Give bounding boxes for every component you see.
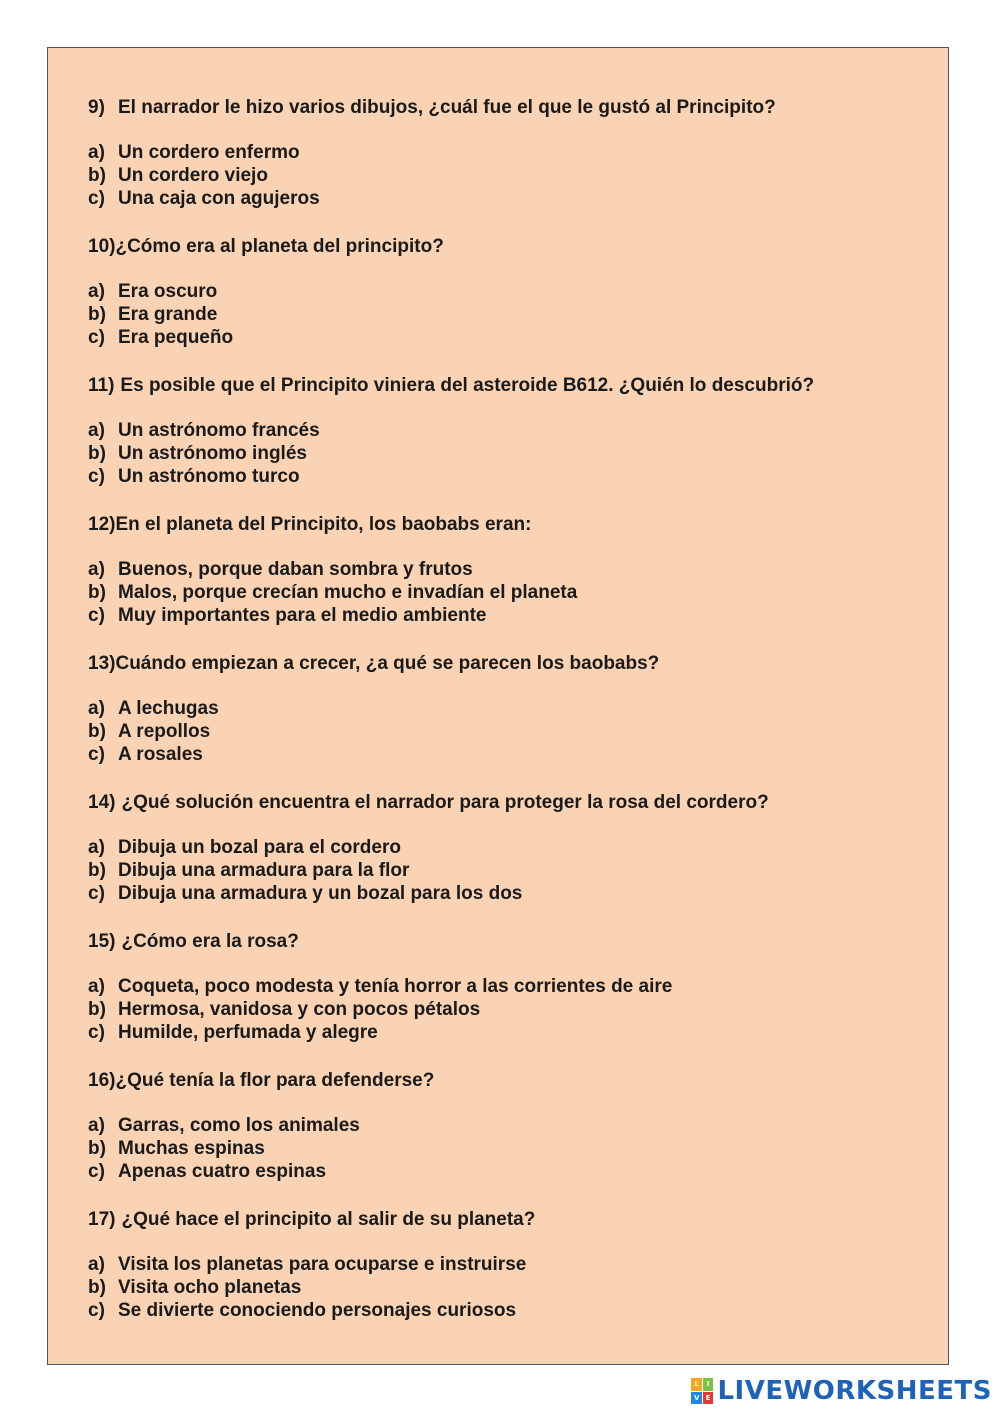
question-number: 12) bbox=[88, 514, 116, 535]
liveworksheets-logo[interactable] bbox=[691, 1377, 992, 1405]
answer-option[interactable] bbox=[88, 1160, 360, 1183]
option-text: Visita los planetas para ocuparse e instruirse bbox=[118, 1254, 527, 1275]
question-prompt bbox=[88, 95, 776, 121]
option-text: Malos, porque crecían mucho e invadían el planeta bbox=[118, 582, 578, 603]
logo-square: E bbox=[703, 1392, 714, 1405]
answer-option[interactable] bbox=[88, 1299, 526, 1322]
option-list bbox=[88, 836, 522, 905]
answer-option[interactable] bbox=[88, 558, 577, 581]
option-text: Hermosa, vanidosa y con pocos pétalos bbox=[118, 999, 481, 1020]
answer-option[interactable] bbox=[88, 720, 219, 743]
option-list bbox=[88, 697, 219, 766]
worksheet-panel bbox=[47, 47, 949, 1365]
question-number: 16) bbox=[88, 1070, 116, 1091]
answer-option[interactable] bbox=[88, 1253, 526, 1276]
question-17 bbox=[88, 1207, 928, 1346]
option-letter: a) bbox=[88, 837, 105, 858]
answer-option[interactable] bbox=[88, 697, 219, 720]
option-text: Apenas cuatro espinas bbox=[118, 1161, 327, 1182]
answer-option[interactable] bbox=[88, 581, 577, 604]
option-text: Dibuja una armadura y un bozal para los dos bbox=[118, 883, 523, 904]
option-text: Coqueta, poco modesta y tenía horror a las corrientes de aire bbox=[118, 976, 673, 997]
option-letter: a) bbox=[88, 1115, 105, 1136]
answer-option[interactable] bbox=[88, 1114, 360, 1137]
answer-option[interactable] bbox=[88, 998, 672, 1021]
option-text: Dibuja una armadura para la flor bbox=[118, 860, 410, 881]
question-prompt bbox=[88, 373, 814, 399]
option-list bbox=[88, 1253, 526, 1322]
option-text: A repollos bbox=[118, 721, 211, 742]
answer-option[interactable] bbox=[88, 465, 320, 488]
option-text: Un astrónomo francés bbox=[118, 420, 320, 441]
option-letter: a) bbox=[88, 976, 105, 997]
answer-option[interactable] bbox=[88, 743, 219, 766]
option-text: Era grande bbox=[118, 304, 218, 325]
option-text: Visita ocho planetas bbox=[118, 1277, 302, 1298]
option-text: Muchas espinas bbox=[118, 1138, 265, 1159]
question-text: Es posible que el Principito viniera del asteroide B612. ¿Quién lo descubrió? bbox=[120, 375, 815, 396]
liveworksheets-logo-icon bbox=[691, 1378, 713, 1404]
question-9 bbox=[88, 95, 928, 234]
question-text: ¿Qué tenía la flor para defenderse? bbox=[115, 1070, 435, 1091]
question-prompt bbox=[88, 929, 299, 955]
option-text: Muy importantes para el medio ambiente bbox=[118, 605, 487, 626]
question-13 bbox=[88, 651, 928, 790]
option-letter: a) bbox=[88, 698, 105, 719]
option-text: Un cordero enfermo bbox=[118, 142, 300, 163]
option-text: Era oscuro bbox=[118, 281, 218, 302]
option-letter: b) bbox=[88, 304, 106, 325]
answer-option[interactable] bbox=[88, 1021, 672, 1044]
answer-option[interactable] bbox=[88, 187, 320, 210]
option-letter: c) bbox=[88, 744, 105, 765]
question-number: 15) bbox=[88, 931, 116, 952]
option-text: Se divierte conociendo personajes curiosos bbox=[118, 1300, 517, 1321]
answer-option[interactable] bbox=[88, 442, 320, 465]
question-number: 11) bbox=[88, 375, 115, 396]
option-letter: b) bbox=[88, 165, 106, 186]
option-letter: c) bbox=[88, 327, 105, 348]
question-text: ¿Cómo era al planeta del principito? bbox=[115, 236, 444, 257]
question-list bbox=[88, 95, 928, 1346]
option-letter: a) bbox=[88, 559, 105, 580]
answer-option[interactable] bbox=[88, 1137, 360, 1160]
option-letter: b) bbox=[88, 999, 106, 1020]
answer-option[interactable] bbox=[88, 326, 233, 349]
question-14 bbox=[88, 790, 928, 929]
question-prompt bbox=[88, 1068, 434, 1094]
option-letter: a) bbox=[88, 1254, 105, 1275]
question-text: ¿Qué hace el principito al salir de su planeta? bbox=[121, 1209, 536, 1230]
logo-text: LIVEWORKSHEETS bbox=[717, 1376, 992, 1406]
logo-square: I bbox=[703, 1378, 714, 1391]
logo-square: V bbox=[691, 1392, 702, 1405]
answer-option[interactable] bbox=[88, 604, 577, 627]
option-letter: b) bbox=[88, 443, 106, 464]
answer-option[interactable] bbox=[88, 303, 233, 326]
answer-option[interactable] bbox=[88, 164, 320, 187]
option-letter: b) bbox=[88, 582, 106, 603]
option-letter: c) bbox=[88, 883, 105, 904]
option-letter: c) bbox=[88, 605, 105, 626]
option-list bbox=[88, 141, 320, 210]
option-text: A lechugas bbox=[118, 698, 219, 719]
answer-option[interactable] bbox=[88, 1276, 526, 1299]
option-letter: a) bbox=[88, 142, 105, 163]
option-text: Buenos, porque daban sombra y frutos bbox=[118, 559, 473, 580]
question-number: 13) bbox=[88, 653, 116, 674]
answer-option[interactable] bbox=[88, 141, 320, 164]
answer-option[interactable] bbox=[88, 836, 522, 859]
question-text: En el planeta del Principito, los baobabs eran: bbox=[115, 514, 532, 535]
option-list bbox=[88, 419, 320, 488]
question-text: ¿Cómo era la rosa? bbox=[121, 931, 299, 952]
question-number: 17) bbox=[88, 1209, 116, 1230]
question-16 bbox=[88, 1068, 928, 1207]
logo-square: L bbox=[691, 1378, 702, 1391]
option-letter: b) bbox=[88, 721, 106, 742]
answer-option[interactable] bbox=[88, 859, 522, 882]
option-letter: c) bbox=[88, 466, 105, 487]
answer-option[interactable] bbox=[88, 280, 233, 303]
question-15 bbox=[88, 929, 928, 1068]
option-text: Una caja con agujeros bbox=[118, 188, 320, 209]
question-12 bbox=[88, 512, 928, 651]
option-text: Humilde, perfumada y alegre bbox=[118, 1022, 378, 1043]
question-prompt bbox=[88, 790, 769, 816]
option-letter: a) bbox=[88, 420, 105, 441]
answer-option[interactable] bbox=[88, 882, 522, 905]
option-text: Un astrónomo inglés bbox=[118, 443, 307, 464]
question-text: Cuándo empiezan a crecer, ¿a qué se parecen los baobabs? bbox=[115, 653, 660, 674]
option-list bbox=[88, 558, 577, 627]
option-letter: b) bbox=[88, 860, 106, 881]
question-prompt bbox=[88, 1207, 535, 1233]
option-letter: c) bbox=[88, 1300, 105, 1321]
option-text: Era pequeño bbox=[118, 327, 234, 348]
option-text: Dibuja un bozal para el cordero bbox=[118, 837, 401, 858]
question-10 bbox=[88, 234, 928, 373]
option-letter: b) bbox=[88, 1277, 106, 1298]
question-text: ¿Qué solución encuentra el narrador para proteger la rosa del cordero? bbox=[121, 792, 769, 813]
question-prompt bbox=[88, 651, 659, 677]
question-11 bbox=[88, 373, 928, 512]
question-prompt bbox=[88, 512, 531, 538]
option-list bbox=[88, 1114, 360, 1183]
option-letter: c) bbox=[88, 1161, 105, 1182]
question-text: El narrador le hizo varios dibujos, ¿cuál fue el que le gustó al Principito? bbox=[118, 97, 776, 118]
question-prompt bbox=[88, 234, 444, 260]
option-letter: c) bbox=[88, 1022, 105, 1043]
answer-option[interactable] bbox=[88, 975, 672, 998]
option-list bbox=[88, 975, 672, 1044]
option-letter: b) bbox=[88, 1138, 106, 1159]
option-text: Garras, como los animales bbox=[118, 1115, 360, 1136]
option-list bbox=[88, 280, 233, 349]
option-text: Un astrónomo turco bbox=[118, 466, 300, 487]
option-letter: c) bbox=[88, 188, 105, 209]
option-text: A rosales bbox=[118, 744, 203, 765]
question-number: 14) bbox=[88, 792, 116, 813]
question-number: 9) bbox=[88, 97, 105, 118]
option-text: Un cordero viejo bbox=[118, 165, 268, 186]
question-number: 10) bbox=[88, 236, 116, 257]
answer-option[interactable] bbox=[88, 419, 320, 442]
option-letter: a) bbox=[88, 281, 105, 302]
